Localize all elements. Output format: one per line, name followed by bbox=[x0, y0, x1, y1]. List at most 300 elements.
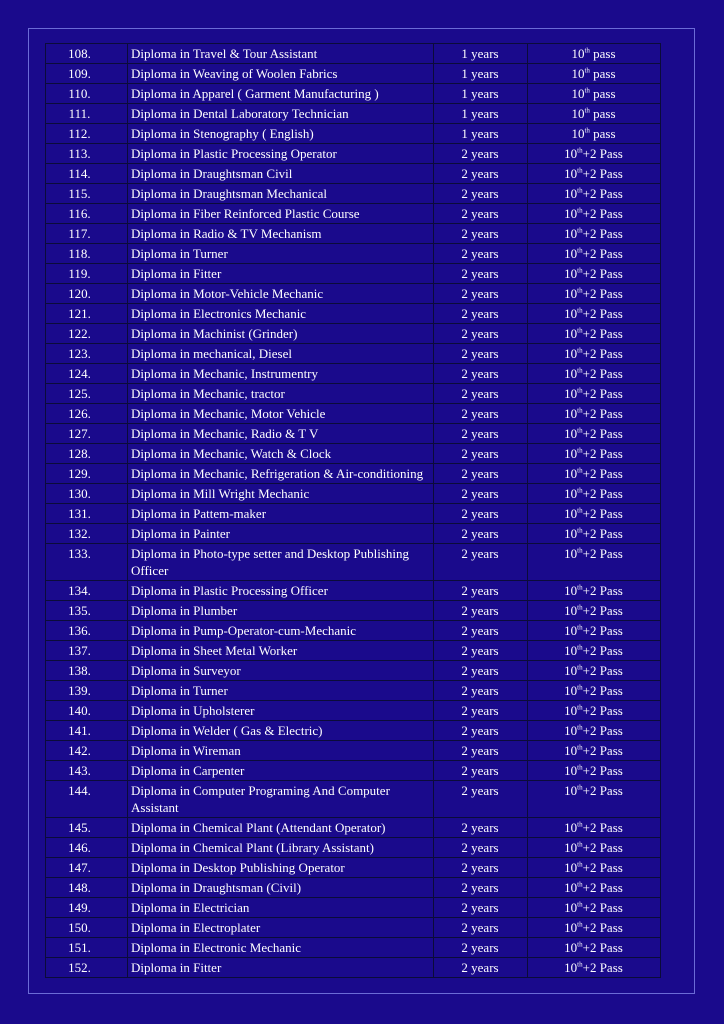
table-row bbox=[46, 741, 661, 761]
duration-cell: 1 years bbox=[434, 84, 528, 104]
course-name-cell: Diploma in Draughtsman Mechanical bbox=[128, 184, 434, 204]
eligibility-ordinal-suffix: th bbox=[577, 466, 583, 475]
eligibility-grade: 10 bbox=[564, 603, 578, 618]
table-row bbox=[46, 898, 661, 918]
eligibility-ordinal-suffix: th bbox=[577, 583, 583, 592]
course-name-cell: Diploma in Electronics Mechanic bbox=[128, 304, 434, 324]
duration-cell: 2 years bbox=[434, 818, 528, 838]
eligibility-grade: 10 bbox=[564, 920, 578, 935]
serial-number-cell: 116. bbox=[46, 204, 128, 224]
eligibility-text: +2 Pass bbox=[582, 386, 623, 401]
eligibility-grade: 10 bbox=[564, 526, 578, 541]
duration-cell: 2 years bbox=[434, 384, 528, 404]
course-name-cell: Diploma in Dental Laboratory Technician bbox=[128, 104, 434, 124]
course-name-cell: Diploma in Chemical Plant (Attendant Operator) bbox=[128, 818, 434, 838]
serial-number-cell: 140. bbox=[46, 701, 128, 721]
eligibility-cell bbox=[528, 244, 661, 264]
duration-cell: 2 years bbox=[434, 524, 528, 544]
eligibility-grade: 10 bbox=[564, 663, 578, 678]
course-name-cell: Diploma in Upholsterer bbox=[128, 701, 434, 721]
eligibility-grade: 10 bbox=[564, 206, 578, 221]
serial-number-cell: 142. bbox=[46, 741, 128, 761]
eligibility-ordinal-suffix: th bbox=[577, 603, 583, 612]
eligibility-grade: 10 bbox=[564, 386, 578, 401]
eligibility-ordinal-suffix: th bbox=[577, 266, 583, 275]
eligibility-grade: 10 bbox=[564, 366, 578, 381]
table-row bbox=[46, 84, 661, 104]
eligibility-text: +2 Pass bbox=[582, 703, 623, 718]
course-name-cell: Diploma in Mechanic, Instrumentry bbox=[128, 364, 434, 384]
serial-number-cell: 151. bbox=[46, 938, 128, 958]
eligibility-cell bbox=[528, 324, 661, 344]
serial-number-cell: 131. bbox=[46, 504, 128, 524]
duration-cell: 2 years bbox=[434, 324, 528, 344]
eligibility-cell bbox=[528, 601, 661, 621]
eligibility-ordinal-suffix: th bbox=[577, 860, 583, 869]
duration-cell: 2 years bbox=[434, 404, 528, 424]
serial-number-cell: 132. bbox=[46, 524, 128, 544]
serial-number-cell: 130. bbox=[46, 484, 128, 504]
eligibility-text: +2 Pass bbox=[582, 683, 623, 698]
table-row bbox=[46, 344, 661, 364]
duration-cell: 2 years bbox=[434, 641, 528, 661]
eligibility-ordinal-suffix: th bbox=[577, 546, 583, 555]
eligibility-ordinal-suffix: th bbox=[577, 623, 583, 632]
serial-number-cell: 126. bbox=[46, 404, 128, 424]
eligibility-text: +2 Pass bbox=[582, 763, 623, 778]
eligibility-ordinal-suffix: th bbox=[577, 346, 583, 355]
eligibility-grade: 10 bbox=[564, 820, 578, 835]
eligibility-text: +2 Pass bbox=[582, 186, 623, 201]
eligibility-ordinal-suffix: th bbox=[577, 246, 583, 255]
table-row bbox=[46, 661, 661, 681]
eligibility-grade: 10 bbox=[564, 246, 578, 261]
eligibility-grade: 10 bbox=[564, 186, 578, 201]
eligibility-cell bbox=[528, 84, 661, 104]
eligibility-text: +2 Pass bbox=[582, 643, 623, 658]
duration-cell: 2 years bbox=[434, 938, 528, 958]
eligibility-grade: 10 bbox=[564, 226, 578, 241]
duration-cell: 2 years bbox=[434, 344, 528, 364]
eligibility-cell bbox=[528, 64, 661, 84]
eligibility-cell bbox=[528, 424, 661, 444]
serial-number-cell: 111. bbox=[46, 104, 128, 124]
duration-cell: 2 years bbox=[434, 601, 528, 621]
course-name-cell: Diploma in Electroplater bbox=[128, 918, 434, 938]
eligibility-cell bbox=[528, 681, 661, 701]
table-row bbox=[46, 721, 661, 741]
duration-cell: 2 years bbox=[434, 858, 528, 878]
serial-number-cell: 124. bbox=[46, 364, 128, 384]
eligibility-text: +2 Pass bbox=[582, 266, 623, 281]
table-row bbox=[46, 404, 661, 424]
serial-number-cell: 117. bbox=[46, 224, 128, 244]
eligibility-text: +2 Pass bbox=[582, 426, 623, 441]
eligibility-text: +2 Pass bbox=[582, 206, 623, 221]
eligibility-cell bbox=[528, 544, 661, 581]
eligibility-ordinal-suffix: th bbox=[584, 126, 590, 135]
eligibility-cell bbox=[528, 284, 661, 304]
eligibility-cell bbox=[528, 364, 661, 384]
eligibility-grade: 10 bbox=[571, 46, 585, 61]
table-row bbox=[46, 781, 661, 818]
course-name-cell: Diploma in Electronic Mechanic bbox=[128, 938, 434, 958]
table-row bbox=[46, 324, 661, 344]
course-name-cell: Diploma in Mechanic, Watch & Clock bbox=[128, 444, 434, 464]
course-name-cell: Diploma in Travel & Tour Assistant bbox=[128, 44, 434, 64]
eligibility-cell bbox=[528, 344, 661, 364]
duration-cell: 2 years bbox=[434, 681, 528, 701]
eligibility-ordinal-suffix: th bbox=[584, 106, 590, 115]
eligibility-cell bbox=[528, 444, 661, 464]
duration-cell: 2 years bbox=[434, 621, 528, 641]
eligibility-text: +2 Pass bbox=[582, 506, 623, 521]
duration-cell: 1 years bbox=[434, 104, 528, 124]
eligibility-ordinal-suffix: th bbox=[577, 900, 583, 909]
eligibility-grade: 10 bbox=[564, 940, 578, 955]
table-row bbox=[46, 104, 661, 124]
eligibility-grade: 10 bbox=[564, 346, 578, 361]
eligibility-grade: 10 bbox=[564, 703, 578, 718]
eligibility-cell bbox=[528, 641, 661, 661]
course-name-cell: Diploma in Turner bbox=[128, 244, 434, 264]
course-name-cell: Diploma in Fitter bbox=[128, 958, 434, 978]
eligibility-text: +2 Pass bbox=[582, 723, 623, 738]
serial-number-cell: 110. bbox=[46, 84, 128, 104]
serial-number-cell: 137. bbox=[46, 641, 128, 661]
eligibility-text: pass bbox=[589, 46, 616, 61]
eligibility-cell bbox=[528, 264, 661, 284]
table-row bbox=[46, 581, 661, 601]
serial-number-cell: 125. bbox=[46, 384, 128, 404]
eligibility-grade: 10 bbox=[564, 146, 578, 161]
course-name-cell: Diploma in Mechanic, Radio & T V bbox=[128, 424, 434, 444]
eligibility-text: +2 Pass bbox=[582, 960, 623, 975]
eligibility-cell bbox=[528, 621, 661, 641]
eligibility-grade: 10 bbox=[564, 546, 578, 561]
eligibility-grade: 10 bbox=[564, 763, 578, 778]
eligibility-cell bbox=[528, 581, 661, 601]
duration-cell: 2 years bbox=[434, 958, 528, 978]
table-row bbox=[46, 144, 661, 164]
duration-cell: 2 years bbox=[434, 918, 528, 938]
serial-number-cell: 112. bbox=[46, 124, 128, 144]
duration-cell: 2 years bbox=[434, 878, 528, 898]
eligibility-grade: 10 bbox=[571, 86, 585, 101]
table-row bbox=[46, 364, 661, 384]
serial-number-cell: 150. bbox=[46, 918, 128, 938]
table-row bbox=[46, 621, 661, 641]
eligibility-ordinal-suffix: th bbox=[577, 306, 583, 315]
eligibility-cell bbox=[528, 878, 661, 898]
course-name-cell: Diploma in Sheet Metal Worker bbox=[128, 641, 434, 661]
duration-cell: 1 years bbox=[434, 44, 528, 64]
course-name-cell: Diploma in Carpenter bbox=[128, 761, 434, 781]
duration-cell: 2 years bbox=[434, 781, 528, 818]
duration-cell: 2 years bbox=[434, 464, 528, 484]
course-name-cell: Diploma in Plastic Processing Operator bbox=[128, 144, 434, 164]
table-row bbox=[46, 444, 661, 464]
eligibility-text: +2 Pass bbox=[582, 166, 623, 181]
duration-cell: 2 years bbox=[434, 898, 528, 918]
eligibility-text: +2 Pass bbox=[582, 226, 623, 241]
eligibility-text: +2 Pass bbox=[582, 286, 623, 301]
serial-number-cell: 145. bbox=[46, 818, 128, 838]
serial-number-cell: 147. bbox=[46, 858, 128, 878]
course-name-cell: Diploma in Apparel ( Garment Manufacturing ) bbox=[128, 84, 434, 104]
course-name-cell: Diploma in Stenography ( English) bbox=[128, 124, 434, 144]
eligibility-grade: 10 bbox=[564, 783, 578, 798]
serial-number-cell: 143. bbox=[46, 761, 128, 781]
table-row bbox=[46, 544, 661, 581]
eligibility-ordinal-suffix: th bbox=[577, 783, 583, 792]
eligibility-grade: 10 bbox=[564, 306, 578, 321]
table-row bbox=[46, 44, 661, 64]
table-row bbox=[46, 504, 661, 524]
eligibility-ordinal-suffix: th bbox=[577, 703, 583, 712]
eligibility-ordinal-suffix: th bbox=[577, 406, 583, 415]
eligibility-ordinal-suffix: th bbox=[577, 940, 583, 949]
table-row bbox=[46, 124, 661, 144]
duration-cell: 2 years bbox=[434, 244, 528, 264]
eligibility-grade: 10 bbox=[564, 683, 578, 698]
eligibility-cell bbox=[528, 404, 661, 424]
eligibility-ordinal-suffix: th bbox=[577, 506, 583, 515]
table-row bbox=[46, 484, 661, 504]
eligibility-text: +2 Pass bbox=[582, 603, 623, 618]
table-row bbox=[46, 838, 661, 858]
course-name-cell: Diploma in Electrician bbox=[128, 898, 434, 918]
duration-cell: 2 years bbox=[434, 741, 528, 761]
course-name-cell: Diploma in Draughtsman (Civil) bbox=[128, 878, 434, 898]
course-name-cell: Diploma in Radio & TV Mechanism bbox=[128, 224, 434, 244]
table-row bbox=[46, 244, 661, 264]
eligibility-cell bbox=[528, 44, 661, 64]
serial-number-cell: 113. bbox=[46, 144, 128, 164]
course-name-cell: Diploma in Machinist (Grinder) bbox=[128, 324, 434, 344]
eligibility-ordinal-suffix: th bbox=[577, 326, 583, 335]
eligibility-grade: 10 bbox=[564, 623, 578, 638]
eligibility-ordinal-suffix: th bbox=[577, 840, 583, 849]
duration-cell: 2 years bbox=[434, 444, 528, 464]
eligibility-text: +2 Pass bbox=[582, 860, 623, 875]
eligibility-grade: 10 bbox=[564, 326, 578, 341]
eligibility-text: +2 Pass bbox=[582, 446, 623, 461]
eligibility-text: +2 Pass bbox=[582, 366, 623, 381]
course-name-cell: Diploma in Fiber Reinforced Plastic Course bbox=[128, 204, 434, 224]
eligibility-ordinal-suffix: th bbox=[577, 960, 583, 969]
eligibility-ordinal-suffix: th bbox=[577, 366, 583, 375]
eligibility-text: +2 Pass bbox=[582, 546, 623, 561]
eligibility-grade: 10 bbox=[564, 266, 578, 281]
eligibility-cell bbox=[528, 761, 661, 781]
course-name-cell: Diploma in Draughtsman Civil bbox=[128, 164, 434, 184]
serial-number-cell: 123. bbox=[46, 344, 128, 364]
course-name-cell: Diploma in Mechanic, tractor bbox=[128, 384, 434, 404]
eligibility-grade: 10 bbox=[564, 406, 578, 421]
table-row bbox=[46, 184, 661, 204]
duration-cell: 2 years bbox=[434, 544, 528, 581]
eligibility-cell bbox=[528, 781, 661, 818]
table-row bbox=[46, 761, 661, 781]
serial-number-cell: 129. bbox=[46, 464, 128, 484]
eligibility-cell bbox=[528, 164, 661, 184]
eligibility-cell bbox=[528, 224, 661, 244]
eligibility-text: +2 Pass bbox=[582, 820, 623, 835]
duration-cell: 2 years bbox=[434, 581, 528, 601]
eligibility-ordinal-suffix: th bbox=[577, 206, 583, 215]
serial-number-cell: 127. bbox=[46, 424, 128, 444]
eligibility-ordinal-suffix: th bbox=[577, 643, 583, 652]
eligibility-grade: 10 bbox=[564, 286, 578, 301]
serial-number-cell: 114. bbox=[46, 164, 128, 184]
table-row bbox=[46, 938, 661, 958]
duration-cell: 2 years bbox=[434, 204, 528, 224]
eligibility-grade: 10 bbox=[564, 743, 578, 758]
course-name-cell: Diploma in mechanical, Diesel bbox=[128, 344, 434, 364]
table-row bbox=[46, 284, 661, 304]
table-row bbox=[46, 264, 661, 284]
eligibility-ordinal-suffix: th bbox=[577, 286, 583, 295]
eligibility-ordinal-suffix: th bbox=[577, 920, 583, 929]
eligibility-ordinal-suffix: th bbox=[577, 226, 583, 235]
eligibility-cell bbox=[528, 204, 661, 224]
course-name-cell: Diploma in Turner bbox=[128, 681, 434, 701]
serial-number-cell: 139. bbox=[46, 681, 128, 701]
eligibility-ordinal-suffix: th bbox=[577, 386, 583, 395]
eligibility-ordinal-suffix: th bbox=[584, 86, 590, 95]
course-name-cell: Diploma in Pattem-maker bbox=[128, 504, 434, 524]
eligibility-cell bbox=[528, 918, 661, 938]
duration-cell: 2 years bbox=[434, 164, 528, 184]
eligibility-text: +2 Pass bbox=[582, 466, 623, 481]
eligibility-ordinal-suffix: th bbox=[577, 820, 583, 829]
course-table-body bbox=[46, 44, 661, 978]
eligibility-text: pass bbox=[589, 66, 616, 81]
duration-cell: 2 years bbox=[434, 264, 528, 284]
eligibility-grade: 10 bbox=[564, 900, 578, 915]
eligibility-cell bbox=[528, 701, 661, 721]
eligibility-cell bbox=[528, 958, 661, 978]
table-row bbox=[46, 701, 661, 721]
serial-number-cell: 108. bbox=[46, 44, 128, 64]
eligibility-cell bbox=[528, 721, 661, 741]
table-row bbox=[46, 918, 661, 938]
serial-number-cell: 121. bbox=[46, 304, 128, 324]
table-row bbox=[46, 641, 661, 661]
eligibility-ordinal-suffix: th bbox=[577, 763, 583, 772]
duration-cell: 1 years bbox=[434, 64, 528, 84]
course-name-cell: Diploma in Mechanic, Motor Vehicle bbox=[128, 404, 434, 424]
eligibility-grade: 10 bbox=[571, 126, 585, 141]
eligibility-grade: 10 bbox=[564, 840, 578, 855]
eligibility-text: +2 Pass bbox=[582, 663, 623, 678]
serial-number-cell: 118. bbox=[46, 244, 128, 264]
serial-number-cell: 149. bbox=[46, 898, 128, 918]
serial-number-cell: 146. bbox=[46, 838, 128, 858]
eligibility-ordinal-suffix: th bbox=[577, 526, 583, 535]
eligibility-grade: 10 bbox=[564, 880, 578, 895]
serial-number-cell: 152. bbox=[46, 958, 128, 978]
eligibility-ordinal-suffix: th bbox=[577, 743, 583, 752]
table-row bbox=[46, 818, 661, 838]
duration-cell: 2 years bbox=[434, 701, 528, 721]
eligibility-text: +2 Pass bbox=[582, 623, 623, 638]
eligibility-cell bbox=[528, 484, 661, 504]
eligibility-cell bbox=[528, 661, 661, 681]
eligibility-grade: 10 bbox=[564, 446, 578, 461]
eligibility-grade: 10 bbox=[571, 66, 585, 81]
course-name-cell: Diploma in Photo-type setter and Desktop Publishing Officer bbox=[128, 544, 434, 581]
eligibility-cell bbox=[528, 938, 661, 958]
duration-cell: 2 years bbox=[434, 661, 528, 681]
table-row bbox=[46, 164, 661, 184]
eligibility-text: +2 Pass bbox=[582, 406, 623, 421]
eligibility-ordinal-suffix: th bbox=[577, 166, 583, 175]
duration-cell: 2 years bbox=[434, 484, 528, 504]
duration-cell: 2 years bbox=[434, 721, 528, 741]
eligibility-grade: 10 bbox=[564, 166, 578, 181]
eligibility-ordinal-suffix: th bbox=[577, 146, 583, 155]
course-name-cell: Diploma in Motor-Vehicle Mechanic bbox=[128, 284, 434, 304]
serial-number-cell: 144. bbox=[46, 781, 128, 818]
serial-number-cell: 128. bbox=[46, 444, 128, 464]
eligibility-cell bbox=[528, 124, 661, 144]
table-row bbox=[46, 204, 661, 224]
eligibility-text: +2 Pass bbox=[582, 920, 623, 935]
serial-number-cell: 141. bbox=[46, 721, 128, 741]
eligibility-grade: 10 bbox=[564, 486, 578, 501]
eligibility-text: +2 Pass bbox=[582, 526, 623, 541]
eligibility-ordinal-suffix: th bbox=[584, 66, 590, 75]
duration-cell: 1 years bbox=[434, 124, 528, 144]
eligibility-grade: 10 bbox=[564, 466, 578, 481]
course-name-cell: Diploma in Weaving of Woolen Fabrics bbox=[128, 64, 434, 84]
eligibility-cell bbox=[528, 858, 661, 878]
serial-number-cell: 134. bbox=[46, 581, 128, 601]
course-name-cell: Diploma in Mill Wright Mechanic bbox=[128, 484, 434, 504]
course-name-cell: Diploma in Wireman bbox=[128, 741, 434, 761]
eligibility-ordinal-suffix: th bbox=[577, 426, 583, 435]
eligibility-ordinal-suffix: th bbox=[577, 723, 583, 732]
duration-cell: 2 years bbox=[434, 424, 528, 444]
eligibility-ordinal-suffix: th bbox=[584, 46, 590, 55]
table-row bbox=[46, 524, 661, 544]
table-row bbox=[46, 681, 661, 701]
eligibility-ordinal-suffix: th bbox=[577, 486, 583, 495]
eligibility-cell bbox=[528, 898, 661, 918]
course-name-cell: Diploma in Plastic Processing Officer bbox=[128, 581, 434, 601]
course-name-cell: Diploma in Surveyor bbox=[128, 661, 434, 681]
table-row bbox=[46, 878, 661, 898]
duration-cell: 2 years bbox=[434, 184, 528, 204]
eligibility-cell bbox=[528, 838, 661, 858]
course-name-cell: Diploma in Plumber bbox=[128, 601, 434, 621]
duration-cell: 2 years bbox=[434, 224, 528, 244]
course-name-cell: Diploma in Pump-Operator-cum-Mechanic bbox=[128, 621, 434, 641]
table-row bbox=[46, 64, 661, 84]
eligibility-grade: 10 bbox=[564, 860, 578, 875]
serial-number-cell: 135. bbox=[46, 601, 128, 621]
course-name-cell: Diploma in Desktop Publishing Operator bbox=[128, 858, 434, 878]
duration-cell: 2 years bbox=[434, 144, 528, 164]
eligibility-text: pass bbox=[589, 86, 616, 101]
eligibility-text: +2 Pass bbox=[582, 246, 623, 261]
table-row bbox=[46, 958, 661, 978]
serial-number-cell: 136. bbox=[46, 621, 128, 641]
eligibility-grade: 10 bbox=[564, 643, 578, 658]
duration-cell: 2 years bbox=[434, 304, 528, 324]
